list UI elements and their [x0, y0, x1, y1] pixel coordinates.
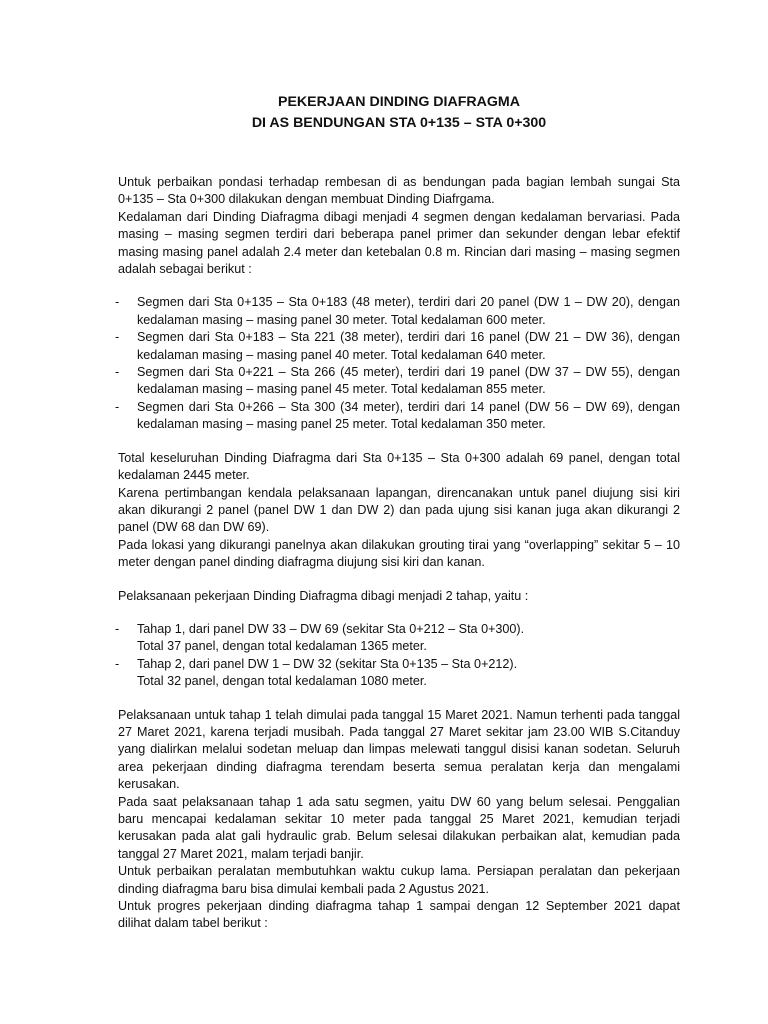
segment-list [118, 294, 680, 433]
stage-list [118, 621, 680, 691]
closing-paragraph: Untuk progres pekerjaan dinding diafragma tahap 1 sampai dengan 12 September 2021 dapat dilihat dalam tabel berikut : [118, 899, 680, 931]
closing-paragraph: Pelaksanaan untuk tahap 1 telah dimulai pada tanggal 15 Maret 2021. Namun terhenti pada tanggal 27 Maret 2021, karena terjadi musibah. Pada tanggal 27 Maret sekitar jam 23.00 WIB S.Citanduy yang dialirkan melalui sodetan meluap dan limpas melewati tanggul disisi kanan sodetan. Seluruh area pekerjaan dinding diafragma terendam beserta semua peralatan kerja dan mengalami kerusakan. [118, 707, 680, 792]
closing-paragraph: Pada saat pelaksanaan tahap 1 ada satu segmen, yaitu DW 60 yang belum selesai. Penggalian baru mencapai kedalaman sekitar 10 meter pada tanggal 25 Maret 2021, kemudian terjadi kerusakan pada alat gali hydraulic grab. Belum selesai dilakukan perbaikan alat, kemudian pada tanggal 27 Maret 2021, malam terjadi banjir. [118, 794, 680, 861]
stage-range: Tahap 2, dari panel DW 1 – DW 32 (sekitar Sta 0+135 – Sta 0+212). [137, 656, 518, 671]
stage-total: Total 32 panel, dengan total kedalaman 1080 meter. [137, 674, 427, 689]
stage-range: Tahap 1, dari panel DW 33 – DW 69 (sekitar Sta 0+212 – Sta 0+300). [137, 621, 525, 636]
stage-total: Total 37 panel, dengan total kedalaman 1365 meter. [137, 639, 427, 654]
list-item: - Segmen dari Sta 0+221 – Sta 266 (45 meter), terdiri dari 19 panel (DW 37 – DW 55), dengan kedalaman masing – masing panel 45 meter. Total kedalaman 855 meter. [118, 364, 680, 399]
list-item: - Segmen dari Sta 0+266 – Sta 300 (34 meter), terdiri dari 14 panel (DW 56 – DW 69), dengan kedalaman masing – masing panel 25 meter. Total kedalaman 350 meter. [118, 399, 680, 434]
list-item [118, 656, 680, 691]
closing-section [118, 707, 680, 933]
closing-paragraph: Untuk perbaikan peralatan membutuhkan waktu cukup lama. Persiapan peralatan dan pekerjaan dinding diafragma baru bisa dimulai kembali pada 2 Agustus 2021. [118, 864, 680, 896]
document-page [118, 92, 680, 933]
document-title [118, 92, 680, 134]
list-item: - Segmen dari Sta 0+135 – Sta 0+183 (48 meter), terdiri dari 20 panel (DW 1 – DW 20), dengan kedalaman masing – masing panel 30 meter. Total kedalaman 600 meter. [118, 294, 680, 329]
intro-section [118, 174, 680, 278]
stages-intro: Pelaksanaan pekerjaan Dinding Diafragma dibagi menjadi 2 tahap, yaitu : [118, 588, 529, 603]
intro-paragraph: Untuk perbaikan pondasi terhadap rembesan di as bendungan pada bagian lembah sungai Sta 0+135 – Sta 0+300 dilakukan dengan membuat Dinding Diafrgama. [118, 175, 680, 207]
list-item [118, 621, 680, 656]
title-line-1: PEKERJAAN DINDING DIAFRAGMA [278, 94, 520, 110]
summary-paragraph: Pada lokasi yang dikurangi panelnya akan dilakukan grouting tirai yang “overlapping” sekitar 5 – 10 meter dengan panel dinding diafragma diujung sisi kiri dan kanan. [118, 537, 680, 570]
title-line-2: DI AS BENDUNGAN STA 0+135 – STA 0+300 [251, 115, 547, 131]
intro-paragraph: Kedalaman dari Dinding Diafragma dibagi menjadi 4 segmen dengan kedalaman bervariasi. Pada masing – masing segmen terdiri dari beberapa panel primer dan sekunder dengan lebar efektif masing masing panel adalah 2.4 meter dan ketebalan 0.8 m. Rincian dari masing – masing segmen adalah sebagai berikut : [118, 209, 680, 277]
summary-paragraph: Karena pertimbangan kendala pelaksanaan lapangan, direncanakan untuk panel diujung sisi kiri akan dikurangi 2 panel (panel DW 1 dan DW 2) dan pada ujung sisi kanan juga akan dikurangi 2 panel (DW 68 dan DW 69). [118, 485, 680, 535]
list-item: - Segmen dari Sta 0+183 – Sta 221 (38 meter), terdiri dari 16 panel (DW 21 – DW 36), dengan kedalaman masing – masing panel 40 meter. Total kedalaman 640 meter. [118, 329, 680, 364]
summary-section [118, 450, 680, 572]
summary-paragraph: Total keseluruhan Dinding Diafragma dari Sta 0+135 – Sta 0+300 adalah 69 panel, dengan total kedalaman 2445 meter. [118, 450, 680, 483]
